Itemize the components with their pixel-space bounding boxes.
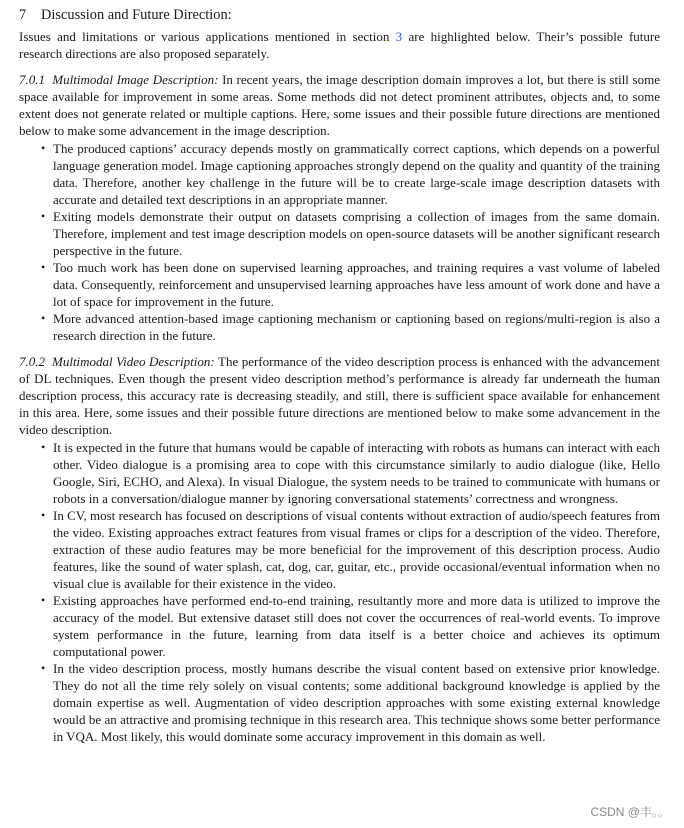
bullet-item bbox=[41, 259, 660, 310]
bullet-icon: • bbox=[41, 440, 46, 454]
bullet-text: In CV, most research has focused on descriptions of visual contents without extraction of audio/speech features from the video. Existing approaches extract features from visual frames or clips for a description of the video. Therefore, extraction of these audio features may be more beneficial for the improvement of this description process. Audio features, like the sound of water splash, cat, dog, car, guitar, etc., provide occasional/eventual information when no visual clue is available for their existence in the video. bbox=[53, 508, 660, 591]
bullet-text: In the video description process, mostly humans describe the visual content based on extensive prior knowledge. They do not all the time rely solely on visual contents; some additional background knowledge is applied by the domain expertise as well. Augmentation of video description approaches with some existing external knowledge would be an attractive and promising technique in this research area. This technique shows some better performance in VQA. Most likely, this would dominate some accuracy improvement in this domain as well. bbox=[53, 661, 660, 744]
csdn-watermark: CSDN @丰。。 bbox=[590, 805, 670, 819]
subsection-text: In recent years, the image description domain improves a lot, but there is still some space available for improvement in some areas. Some methods did not detect prominent attributes, objects and, to some extent does not generate related or multiple captions. Here, some issues and their possible future directions are mentioned below to make some advancement in the image description. bbox=[19, 72, 660, 138]
bullet-icon: • bbox=[41, 260, 46, 274]
bullet-list bbox=[19, 439, 660, 745]
bullet-icon: • bbox=[41, 141, 46, 155]
bullet-list bbox=[19, 140, 660, 344]
subsection-image-description bbox=[19, 71, 660, 344]
bullet-item bbox=[41, 660, 660, 745]
bullet-icon: • bbox=[41, 661, 46, 675]
bullet-icon: • bbox=[41, 311, 46, 325]
subsection-number: 7.0.1 bbox=[19, 72, 45, 87]
section-intro bbox=[19, 28, 660, 62]
bullet-icon: • bbox=[41, 209, 46, 223]
subsection-video-description bbox=[19, 353, 660, 745]
bullet-item bbox=[41, 310, 660, 344]
bullet-text: It is expected in the future that humans would be capable of interacting with robots as humans can interact with each other. Video dialogue is a promising area to cope with this circumstance similarly to audio dialogue (like, Hello Google, Siri, ECHO, and Alexa). In visual Dialogue, the system needs to be trained to communicate with humans or robots in a conversation/dialogue manner by ignoring conversational statements’ correctness and wrongness. bbox=[53, 440, 660, 506]
bullet-item bbox=[41, 592, 660, 660]
subsection-paragraph bbox=[19, 71, 660, 139]
bullet-icon: • bbox=[41, 508, 46, 522]
section-number: 7 bbox=[19, 7, 27, 23]
intro-text-continued: are highlighted below. Their’s possible future research directions are also proposed separately. bbox=[19, 29, 661, 61]
bullet-text: Existing approaches have performed end-to-end training, resultantly more and more data is utilized to improve the accuracy of the model. But extensive dataset still does not cover the occurrences of real-world events. To improve system performance in the future, learning from data itself is a better choice and achieves its optimum computational power. bbox=[53, 593, 660, 659]
subsection-paragraph bbox=[19, 353, 660, 438]
paper-page bbox=[19, 6, 660, 745]
bullet-item bbox=[41, 208, 660, 259]
subsection-title: Multimodal Video Description: bbox=[52, 354, 215, 369]
section-title: Discussion and Future Direction: bbox=[41, 7, 232, 23]
subsection-text: The performance of the video description process is enhanced with the advancement of DL techniques. Even though the present video description method’s performance is already far underneath the human description process, this accuracy rate is decreasing steadily, and still, there is sufficient space available for enhancement in this area. Here, some issues and their possible future directions are mentioned below to make some advancement in the video description. bbox=[19, 354, 661, 437]
bullet-text: Exiting models demonstrate their output on datasets comprising a collection of images from the same domain. Therefore, implement and test image description models on open-source datasets will be another significant research perspective in the future. bbox=[53, 209, 660, 258]
section-heading bbox=[19, 6, 660, 24]
subsection-number: 7.0.2 bbox=[19, 354, 45, 369]
bullet-icon: • bbox=[41, 593, 46, 607]
bullet-text: More advanced attention-based image captioning mechanism or captioning based on regions/multi-region is also a research direction in the future. bbox=[53, 311, 660, 343]
intro-text: Issues and limitations or various applications mentioned in section bbox=[19, 29, 396, 44]
bullet-text: The produced captions’ accuracy depends mostly on grammatically correct captions, which depends on a powerful language generation model. Image captioning approaches strongly depend on the quality and quantity of the training data. Therefore, another key challenge in the future will be to create large-scale image description datasets with accurate and detailed text descriptions in an appropriate manner. bbox=[53, 141, 660, 207]
section-reference-link[interactable]: 3 bbox=[395, 29, 403, 44]
bullet-text: Too much work has been done on supervised learning approaches, and training requires a vast volume of labeled data. Consequently, reinforcement and unsupervised learning approaches have less amount of work done and have a lot of space for improvement in the future. bbox=[53, 260, 660, 309]
subsection-title: Multimodal Image Description: bbox=[52, 72, 219, 87]
bullet-item bbox=[41, 439, 660, 507]
bullet-item bbox=[41, 507, 660, 592]
bullet-item bbox=[41, 140, 660, 208]
